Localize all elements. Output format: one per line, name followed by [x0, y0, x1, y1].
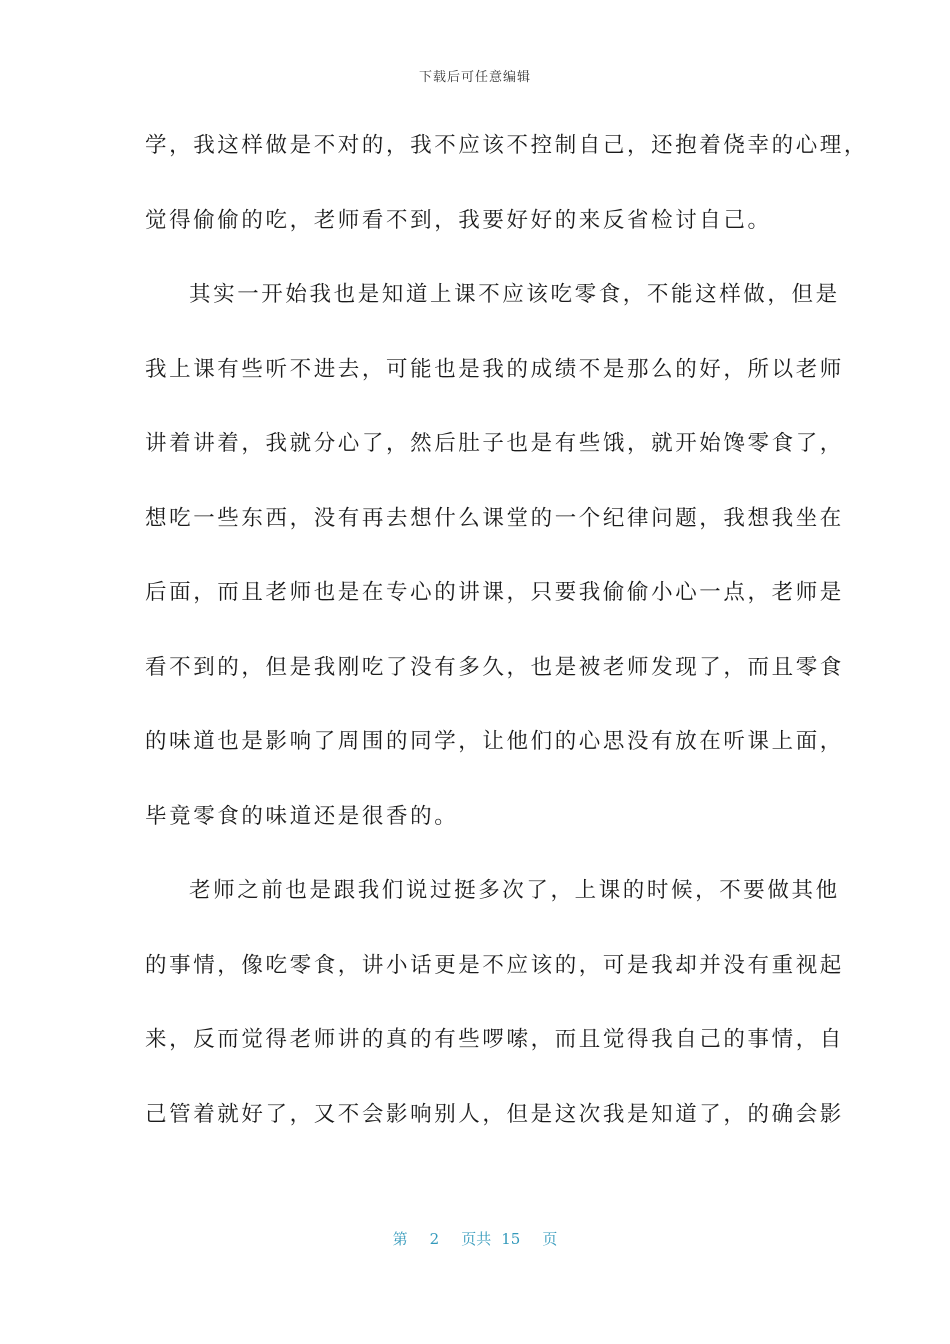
- paragraph-start-line: 其实一开始我也是知道上课不应该吃零食，不能这样做，但是: [189, 282, 840, 307]
- page-footer: [0, 1228, 950, 1249]
- text-line: 后面，而且老师也是在专心的讲课，只要我偷偷小心一点，老师是: [145, 580, 844, 605]
- text-line: 讲着讲着，我就分心了，然后肚子也是有些饿，就开始馋零食了，: [145, 431, 844, 456]
- text-line: 学，我这样做是不对的，我不应该不控制自己，还抱着侥幸的心理，: [145, 133, 869, 158]
- text-line: 我上课有些听不进去，可能也是我的成绩不是那么的好，所以老师: [145, 356, 844, 382]
- text-line: 来，反而觉得老师讲的真的有些啰嗦，而且觉得我自己的事情，自: [145, 1027, 844, 1052]
- text-line: 的味道也是影响了周围的同学，让他们的心思没有放在听课上面，: [145, 729, 844, 754]
- document-body: [145, 126, 869, 1169]
- page-label-suffix: 页: [542, 1230, 558, 1248]
- text-line: 看不到的，但是我刚吃了没有多久，也是被老师发现了，而且零食: [145, 654, 844, 680]
- total-pages-number: 15: [501, 1230, 521, 1248]
- page-label-mid: 页共: [461, 1230, 492, 1248]
- current-page-number: 2: [429, 1230, 440, 1248]
- text-line: 想吃一些东西，没有再去想什么课堂的一个纪律问题，我想我坐在: [145, 505, 844, 531]
- paragraph-start-line: 老师之前也是跟我们说过挺多次了，上课的时候，不要做其他: [189, 878, 840, 903]
- text-line: 的事情，像吃零食，讲小话更是不应该的，可是我却并没有重视起: [145, 952, 844, 978]
- text-line: 毕竟零食的味道还是很香的。: [145, 803, 459, 829]
- text-line: 己管着就好了，又不会影响别人，但是这次我是知道了，的确会影: [145, 1101, 844, 1127]
- text-line: 觉得偷偷的吃，老师看不到，我要好好的来反省检讨自己。: [145, 207, 772, 233]
- page-header: 下载后可任意编辑: [418, 70, 531, 85]
- page-label-prefix: 第: [392, 1230, 408, 1248]
